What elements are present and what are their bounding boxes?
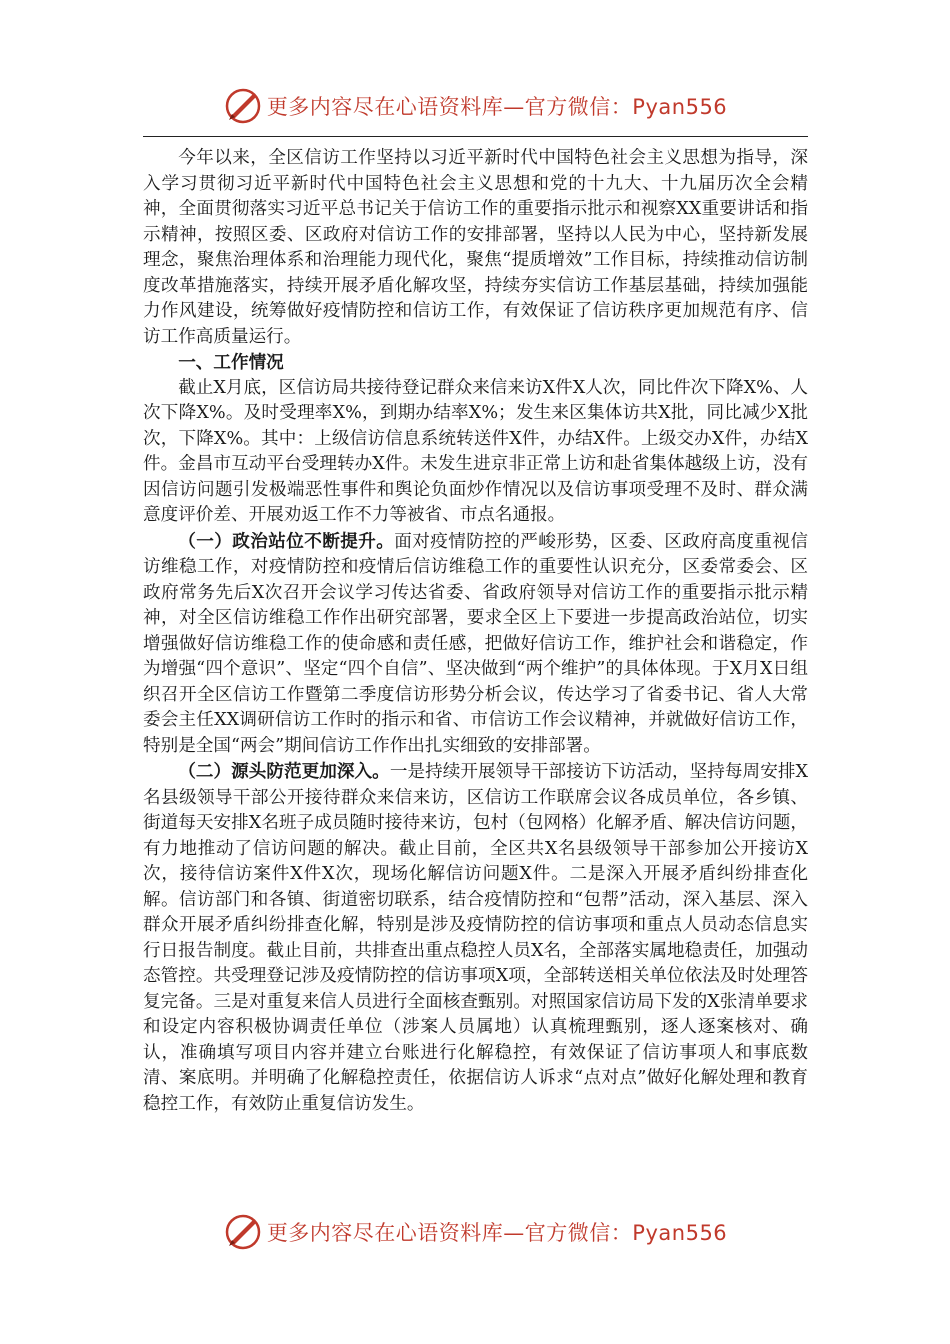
subsection-1-paragraph (143, 529, 808, 760)
header-watermark-banner (0, 82, 950, 130)
subsection-2-title: （二）源头防范更加深入。 (178, 761, 390, 782)
footer-watermark-text: 更多内容尽在心语资料库—官方微信：Pyan556 (266, 1221, 728, 1245)
section-heading: 一、工作情况 (178, 352, 284, 373)
subsection-2-paragraph (143, 759, 808, 1117)
pen-logo-icon (223, 1212, 263, 1252)
subsection-1-text: 面对疫情防控的严峻形势，区委、区政府高度重视信访维稳工作，对疫情防控和疫情后信访维稳工作的重要性认识充分，区委常委会、区政府常务先后X次召开会议学习传达省委、省政府领导对信访工作的重要指示批示精神，对全区信访维稳工作作出研究部署，要求全区上下要进一步提高政治站位，切实增强做好信访维稳工作的使命感和责任感，把做好信访工作，维护社会和谐稳定，作为增强“四个意识”、坚定“四个自信”、坚决做到“两个维护”的具体体现。于X月X日组织召开全区信访工作暨第二季度信访形势分析会议，传达学习了省委书记、省人大常委会主任XX调研信访工作时的指示和省、市信访工作会议精神，并就做好信访工作，特别是全国“两会”期间信访工作作出扎实细致的安排部署。 (143, 531, 808, 756)
document-body (143, 146, 808, 1117)
intro-paragraph: 今年以来，全区信访工作坚持以习近平新时代中国特色社会主义思想为指导，深入学习贯彻习近平新时代中国特色社会主义思想和党的十九大、十九届历次全会精神，全面贯彻落实习近平总书记关于信访工作的重要指示批示和视察XX重要讲话和指示精神，按照区委、区政府对信访工作的安排部署，坚持以人民为中心，坚持新发展理念，聚焦治理体系和治理能力现代化，聚焦“提质增效”工作目标，持续推动信访制度改革措施落实，持续开展矛盾化解攻坚，持续夯实信访工作基层基础，持续加强能力作风建设，统筹做好疫情防控和信访工作，有效保证了信访秩序更加规范有序、信访工作高质量运行。 (143, 148, 808, 347)
footer-watermark-banner (0, 1208, 950, 1256)
subsection-1-title: （一）政治站位不断提升。 (178, 530, 395, 552)
header-watermark-text: 更多内容尽在心语资料库—官方微信：Pyan556 (266, 95, 728, 119)
pen-logo-icon (223, 86, 263, 126)
header-divider (143, 136, 808, 137)
subsection-2-text: 一是持续开展领导干部接访下访活动，坚持每周安排X名县级领导干部公开接待群众来信来访，区信访工作联席会议各成员单位，各乡镇、街道每天安排X名班子成员随时接待来访，包村（包网格）化解矛盾、解决信访问题，有力地推动了信访问题的解决。截止目前，全区共X名县级领导干部参加公开接访X次，接待信访案件X件X次，现场化解信访问题X件。二是深入开展矛盾纠纷排查化解。信访部门和各镇、街道密切联系，结合疫情防控和“包帮”活动，深入基层、深入群众开展矛盾纠纷排查化解，特别是涉及疫情防控的信访事项和重点人员动态信息实行日报告制度。截止目前，共排查出重点稳控人员X名，全部落实属地稳责任，加强动态管控。共受理登记涉及疫情防控的信访事项X项，全部转送相关单位依法及时处理答复完备。三是对重复来信人员进行全面核查甄别。对照国家信访局下发的X张清单要求和设定内容积极协调责任单位（涉案人员属地）认真梳理甄别，逐人逐案核对、确认，准确填写项目内容并建立台账进行化解稳控，有效保证了信访事项人和事底数清、案底明。并明确了化解稳控责任，依据信访人诉求“点对点”做好化解处理和教育稳控工作，有效防止重复信访发生。 (143, 762, 808, 1114)
section-paragraph: 截止X月底，区信访局共接待登记群众来信来访X件X人次，同比件次下降X%、人次下降X%。及时受理率X%，到期办结率X%；发生来区集体访共X批，同比减少X批次，下降X%。其中：上级信访信息系统转送件X件，办结X件。上级交办X件，办结X件。金昌市互动平台受理转办X件。未发生进京非正常上访和赴省集体越级上访，没有因信访问题引发极端恶性事件和舆论负面炒作情况以及信访事项受理不及时、群众满意度评价差、开展劝返工作不力等被省、市点名通报。 (143, 377, 809, 525)
